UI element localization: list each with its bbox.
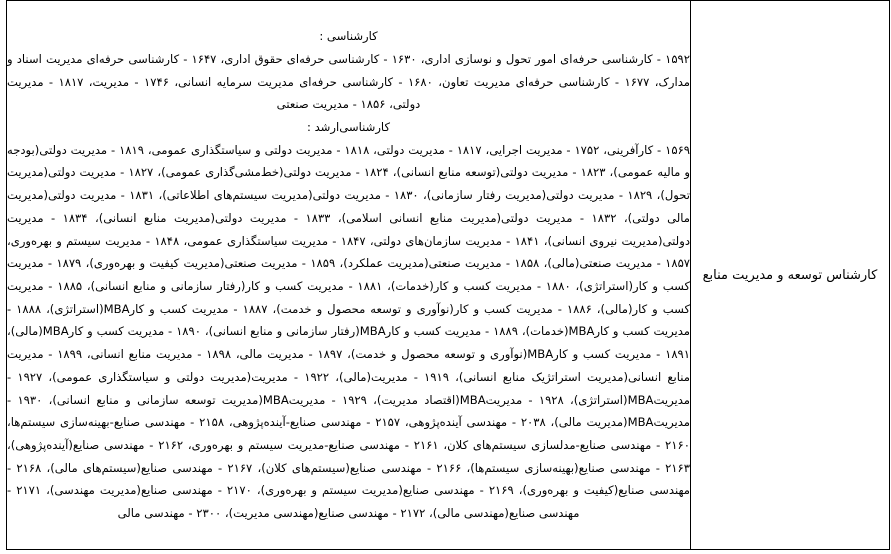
degrees-cell [7, 1, 691, 550]
master-heading: کارشناسی‌ارشد : [307, 120, 390, 135]
master-degree-list: ۱۵۶۹ - کارآفرینی، ۱۷۵۲ - مدیریت اجرایی، ۱۸۱۷ - مدیریت دولتی، ۱۸۱۸ - مدیریت دولتی و سیاستگذاری عمومی، ۱۸۱۹ - مدیریت دولتی(بودجه و مالیه عمومی)، ۱۸۲۳ - مدیریت دولتی(توسعه منابع انسانی)، ۱۸۲۴ - مدیریت دولتی(خط‌مشی‌گذاری عمومی)، ۱۸۲۷ - مدیریت دولتی(مدیریت تحول)، ۱۸۲۹ - مدیریت دولتی(مدیریت رفتار سازمانی)، ۱۸۳۰ - مدیریت دولتی(مدیریت سیستم‌های اطلاعاتی)، ۱۸۳۱ - مدیریت دولتی(مدیریت مالی دولتی)، ۱۸۳۲ - مدیریت دولتی(مدیریت منابع انسانی اسلامی)، ۱۸۳۳ - مدیریت دولتی(مدیریت منابع انسانی)، ۱۸۳۴ - مدیریت دولتی(مدیریت نیروی انسانی)، ۱۸۴۱ - مدیریت سازمان‌های دولتی، ۱۸۴۷ - مدیریت سیاستگذاری عمومی، ۱۸۴۸ - مدیریت سیستم و بهره‌وری، ۱۸۵۷ - مدیریت صنعتی(مالی)، ۱۸۵۸ - مدیریت صنعتی(مدیریت عملکرد)، ۱۸۵۹ - مدیریت صنعتی(مدیریت کیفیت و بهره‌وری)، ۱۸۷۹ - مدیریت کسب و کار(استراتژی)، ۱۸۸۰ - مدیریت کسب و کار(خدمات)، ۱۸۸۱ - مدیریت کسب و کار(رفتار سازمانی و منابع انسانی)، ۱۸۸۵ - مدیریت کسب و کار(مالی)، ۱۸۸۶ - مدیریت کسب و کار(نوآوری و توسعه محصول و خدمت)، ۱۸۸۷ - مدیریت کسب و کارMBA(استراتژی)، ۱۸۸۸ - مدیریت کسب و کارMBA(خدمات)، ۱۸۸۹ - مدیریت کسب و کارMBA(رفتار سازمانی و منابع انسانی)، ۱۸۹۰ - مدیریت کسب و کارMBA(مالی)، ۱۸۹۱ - مدیریت کسب و کارMBA(نوآوری و توسعه محصول و خدمت)، ۱۸۹۷ - مدیریت مالی، ۱۸۹۸ - مدیریت منابع انسانی، ۱۸۹۹ - مدیریت منابع انسانی(مدیریت استراتژیک منابع انسانی)، ۱۹۱۹ - مدیریت(مالی)، ۱۹۲۲ - مدیریت(مدیریت دولتی و سیاستگذاری عمومی)، ۱۹۲۷ - مدیریتMBA(استراتژی)، ۱۹۲۸ - مدیریتMBA(اقتصاد مدیریت)، ۱۹۲۹ - مدیریتMBA(مدیریت توسعه سازمانی و منابع انسانی)، ۱۹۳۰ - مدیریتMBA(مدیریت مالی)، ۲۰۳۸ - مهندسی آینده‌پژوهی، ۲۱۵۷ - مهندسی صنایع-آینده‌پژوهی، ۲۱۵۸ - مهندسی صنایع-بهینه‌سازی سیستم‌ها، ۲۱۶۰ - مهندسی صنایع-مدلسازی سیستم‌های کلان، ۲۱۶۱ - مهندسی صنایع-مدیریت سیستم و بهره‌وری، ۲۱۶۲ - مهندسی صنایع(آینده‌پژوهی)، ۲۱۶۳ - مهندسی صنایع(بهینه‌سازی سیستم‌ها)، ۲۱۶۶ - مهندسی صنایع(سیستم‌های کلان)، ۲۱۶۷ - مهندسی صنایع(سیستم‌های مالی)، ۲۱۶۸ - مهندسی صنایع(کیفیت و بهره‌وری)، ۲۱۶۹ - مهندسی صنایع(مدیریت سیستم و بهره‌وری)، ۲۱۷۰ - مهندسی صنایع(مدیریت مهندسی)، ۲۱۷۱ - مهندسی صنایع(مهندسی مالی)، ۲۱۷۲ - مهندسی صنایع(مهندسی مدیریت)، ۲۳۰۰ - مهندسی مالی [7, 142, 691, 521]
bachelor-heading: کارشناسی : [319, 29, 378, 44]
job-title: کارشناس توسعه و مدیریت منابع [702, 267, 878, 283]
requirements-table [6, 0, 890, 550]
degrees-content [7, 25, 690, 524]
table-row [7, 1, 890, 550]
job-title-cell [691, 1, 890, 550]
bachelor-degree-list: ۱۵۹۲ - کارشناسی حرفه‌ای امور تحول و نوسازی اداری، ۱۶۳۰ - کارشناسی حرفه‌ای حقوق اداری، ۱۶۴۷ - کارشناسی حرفه‌ای مدیریت اسناد و مدارک، ۱۶۷۷ - کارشناسی حرفه‌ای مدیریت تعاون، ۱۶۸۰ - کارشناسی حرفه‌ای مدیریت سرمایه انسانی، ۱۷۴۶ - مدیریت، ۱۸۱۷ - مدیریت دولتی، ۱۸۵۶ - مدیریت صنعتی [7, 51, 691, 112]
